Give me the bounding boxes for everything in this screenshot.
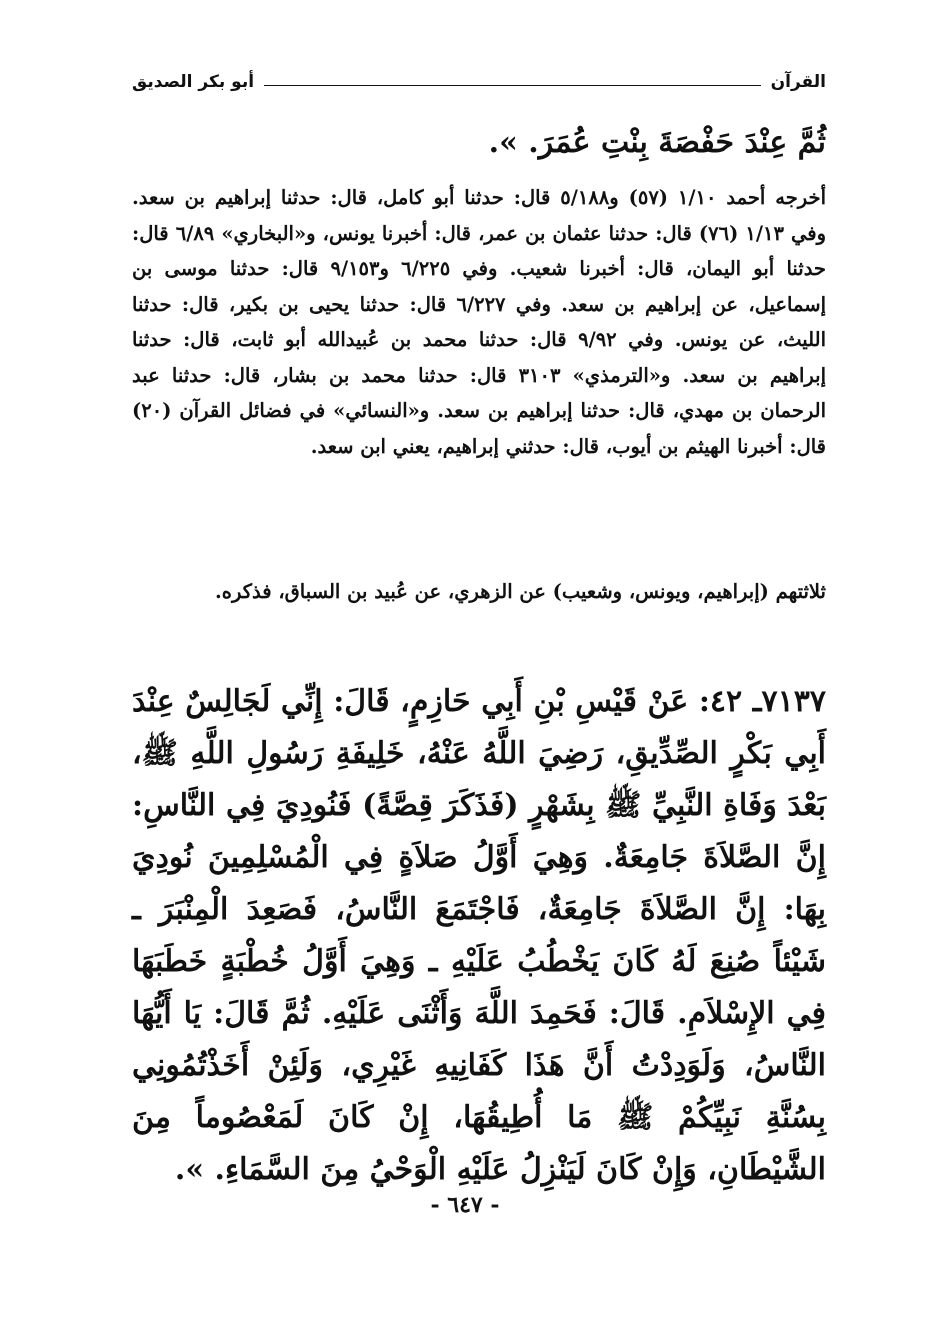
narrators-paragraph: ثلاثتهم (إبراهيم، ويونس، وشعيب) عن الزهري، عن عُبيد بن السباق، فذكره.	[214, 580, 826, 603]
hadith-text: ٧١٣٧ـ ٤٢: عَنْ قَيْسِ بْنِ أَبِي حَازِمٍ، قَالَ: إِنِّي لَجَالِسٌ عِنْدَ أَبِي بَكْرٍ الصِّدِّيقِ، رَضِيَ اللَّهُ عَنْهُ، خَلِيفَةِ رَسُولِ اللَّهِ ﷺ، بَعْدَ وَفَاةِ النَّبِيِّ ﷺ بِشَهْرٍ (فَذَكَرَ قِصَّةً) فَنُودِيَ فِي النَّاسِ: إِنَّ الصَّلاَةَ جَامِعَةٌ. وَهِيَ أَوَّلُ صَلاَةٍ فِي الْمُسْلِمِينَ نُودِيَ بِهَا: إِنَّ الصَّلاَةَ جَامِعَةٌ، فَاجْتَمَعَ النَّاسُ، فَصَعِدَ الْمِنْبَرَ ـ شَيْئاً صُنِعَ لَهُ كَانَ يَخْطُبُ عَلَيْهِ ـ وَهِيَ أَوَّلُ خُطْبَةٍ خَطَبَهَا فِي الإِسْلاَمِ. قَالَ: فَحَمِدَ اللَّهَ وَأَثْنَى عَلَيْهِ. ثُمَّ قَالَ: يَا أَيُّهَا النَّاسُ، وَلَوَدِدْتُ أَنَّ هَذَا كَفَانِيهِ غَيْرِي، وَلَئِنْ أَخَذْتُمُونِي بِسُنَّةِ نَبِيِّكُمْ ﷺ مَا أُطِيقُهَا، إِنْ كَانَ لَمَعْصُوماً مِنَ الشَّيْطَانِ، وَإِنْ كَانَ لَيَنْزِلُ عَلَيْهِ الْوَحْيُ مِنَ السَّمَاءِ. ».	[132, 684, 826, 1187]
takhrij-paragraph: أخرجه أحمد ١/١٠ (٥٧) و٥/١٨٨ قال: حدثنا أبو كامل، قال: حدثنا إبراهيم بن سعد. وفي ١/١٣ (٧٦) قال: حدثنا عثمان بن عمر، قال: أخبرنا يونس، و«البخاري» ٦/٨٩ قال: حدثنا أبو اليمان، قال: أخبرنا شعيب. وفي ٦/٢٢٥ و٩/١٥٣ قال: حدثنا موسى بن إسماعيل، عن إبراهيم بن سعد. وفي ٦/٢٢٧ قال: حدثنا يحيى بن بكير، قال: حدثنا الليث، عن يونس. وفي ٩/٩٢ قال: حدثنا محمد بن عُبيدالله أبو ثابت، قال: حدثنا إبراهيم بن سعد. و«الترمذي» ٣١٠٣ قال: حدثنا محمد بن بشار، قال: حدثنا عبد الرحمان بن مهدي، قال: حدثنا إبراهيم بن سعد. و«النسائي» في فضائل القرآن (٢٠) قال: أخبرنا الهيثم بن أيوب، قال: حدثني إبراهيم، يعني ابن سعد.	[132, 186, 827, 458]
header-chapter-title: أبو بكر الصديق	[132, 72, 255, 92]
running-header	[132, 62, 826, 92]
hadith-section	[132, 676, 826, 1196]
takhrij-section	[132, 180, 826, 464]
header-book-title: القرآن	[770, 72, 826, 92]
header-rule	[264, 85, 761, 86]
previous-hadith-end: ثُمَّ عِنْدَ حَفْصَةَ بِنْتِ عُمَرَ. ».	[488, 125, 826, 160]
narrators-section	[132, 574, 826, 610]
page-number: - ٦٤٧ -	[430, 1192, 500, 1218]
